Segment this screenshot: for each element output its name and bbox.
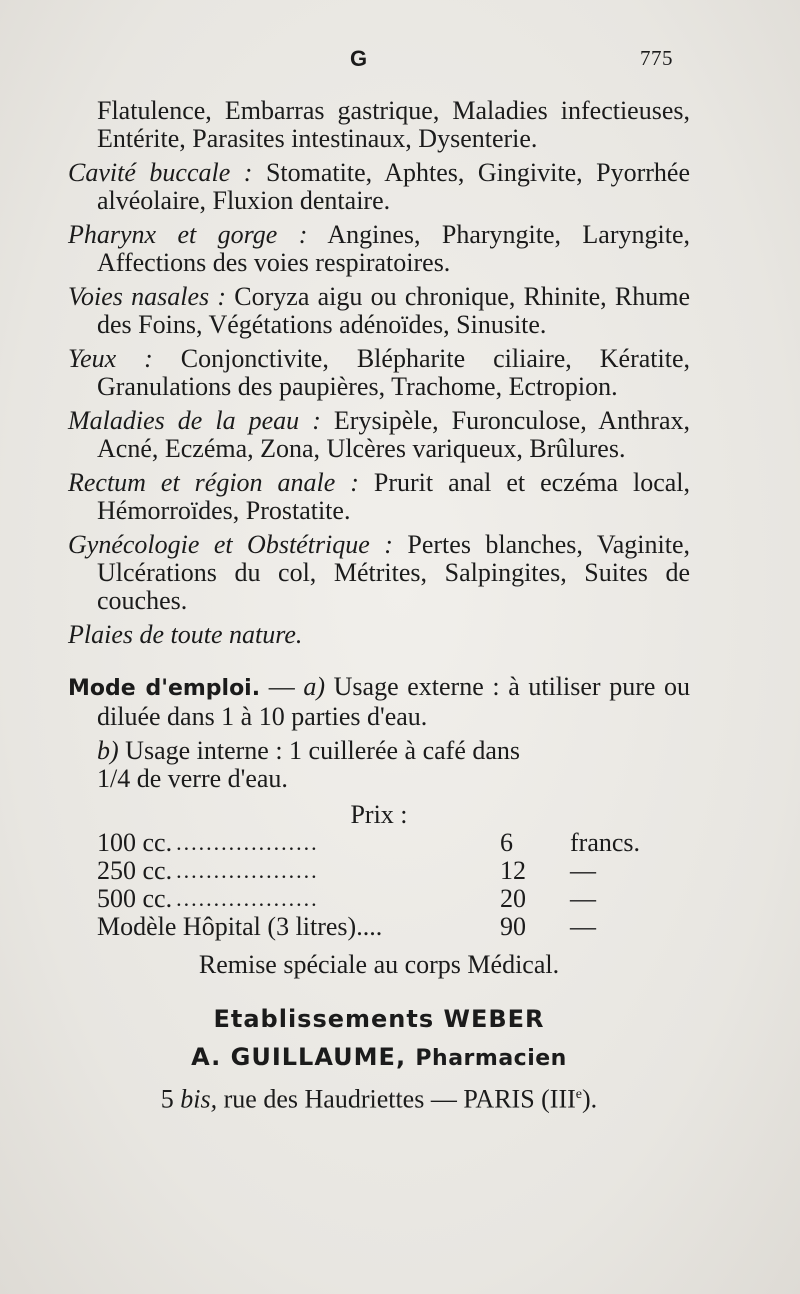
- remise-text: Remise spéciale au corps Médical.: [198, 950, 560, 979]
- price-leader-dots: [382, 913, 494, 941]
- indication-cavite-buccale: [68, 159, 690, 215]
- indication-text: Angines, Pharyngite, Laryngite, Affections des voies respiratoires.: [97, 220, 690, 277]
- page-content: [68, 97, 690, 1114]
- price-unit: —: [570, 856, 596, 885]
- indication-label: Yeux :: [68, 344, 153, 373]
- indication-label: Pharynx et gorge :: [68, 220, 308, 249]
- indication-label: Cavité buccale :: [68, 158, 253, 187]
- price-table: [97, 829, 660, 941]
- indication-pharynx: [68, 221, 690, 277]
- price-value: 12: [500, 856, 526, 885]
- price-leader-dots: ...................: [176, 858, 319, 883]
- indication-yeux: [68, 345, 690, 401]
- usage-a-text: Usage externe : à utiliser pure ou diluée dans 1 à 10 parties d'eau.: [97, 672, 691, 731]
- address-bis: bis,: [180, 1084, 218, 1114]
- price-value: 90: [500, 912, 526, 941]
- prix-title: Prix :: [350, 800, 408, 829]
- address-street: rue des Haudriettes — PARIS (III: [217, 1084, 576, 1114]
- address-superscript: e: [575, 1087, 583, 1102]
- price-label: 500 cc.: [97, 884, 173, 913]
- usage-b-text-line2: 1/4 de verre d'eau.: [97, 764, 288, 793]
- pharmacist-name: A. GUILLAUME,: [191, 1043, 407, 1071]
- address-end: ).: [582, 1084, 598, 1114]
- address: [68, 1081, 690, 1114]
- address-number: 5: [160, 1084, 181, 1114]
- mode-emploi: [68, 673, 690, 731]
- price-value: 6: [500, 828, 513, 857]
- usage-b-marker: b): [97, 736, 119, 765]
- price-unit: —: [570, 912, 596, 941]
- price-unit: francs.: [570, 828, 641, 857]
- indication-text: Erysipèle, Furonculose, Anthrax, Acné, Eczéma, Zona, Ulcères variqueux, Brûlures.: [97, 406, 690, 463]
- mode-emploi-label: Mode d'emploi.: [68, 676, 261, 701]
- indication-text: Stomatite, Aphtes, Gingivite, Pyorrhée alvéolaire, Fluxion dentaire.: [97, 158, 691, 215]
- page-number: 775: [640, 46, 673, 70]
- company-name: Etablissements WEBER: [213, 1005, 545, 1033]
- indication-label: Rectum et région anale :: [68, 468, 359, 497]
- price-leader-dots: ...................: [176, 886, 319, 911]
- mode-dash: —: [260, 672, 304, 701]
- price-label: 100 cc.: [97, 828, 173, 857]
- indication-label: Gynécologie et Obstétrique :: [68, 530, 393, 559]
- indication-voies-nasales: [68, 283, 690, 339]
- indication-label: Voies nasales :: [68, 282, 227, 311]
- price-leader-dots: ...................: [176, 830, 319, 855]
- usage-interne: [68, 737, 690, 793]
- pharmacist-line: [68, 1043, 690, 1073]
- indication-label: Maladies de la peau :: [68, 406, 321, 435]
- indications-list: [68, 159, 690, 649]
- price-row: [97, 885, 660, 913]
- indication-plaies: [68, 621, 690, 649]
- price-row: [97, 857, 660, 885]
- indication-text: Coryza aigu ou chronique, Rhinite, Rhume des Foins, Végétations adénoïdes, Sinusite.: [97, 282, 690, 339]
- usage-b-text-line1: Usage interne : 1 cuillerée à café dans: [118, 736, 521, 765]
- indication-rectum: [68, 469, 690, 525]
- price-label: Modèle Hôpital (3 litres)....: [97, 912, 383, 941]
- indication-text: Prurit anal et eczéma local, Hémorroïdes, Prostatite.: [97, 468, 690, 525]
- usage-a-marker: a): [303, 672, 326, 701]
- price-value: 20: [500, 884, 526, 913]
- intro-text: Flatulence, Embarras gastrique, Maladies infectieuses, Entérite, Parasites intestinaux, Dysenterie.: [97, 96, 690, 153]
- price-row: [97, 829, 660, 857]
- indication-label: Plaies de toute nature.: [68, 620, 303, 649]
- price-label: 250 cc.: [97, 856, 173, 885]
- indication-text: Pertes blanches, Vaginite, Ulcérations du col, Métrites, Salpingites, Suites de couches.: [97, 530, 690, 615]
- indication-gynecologie: [68, 531, 690, 615]
- indication-peau: [68, 407, 690, 463]
- pharmacist-role: Pharmacien: [415, 1046, 567, 1071]
- indication-text: Conjonctivite, Blépharite ciliaire, Kératite, Granulations des paupières, Trachome, Ectropion.: [97, 344, 691, 401]
- page-header: [0, 46, 800, 76]
- price-unit: —: [570, 884, 596, 913]
- section-letter: G: [350, 46, 368, 71]
- price-row: [97, 913, 660, 941]
